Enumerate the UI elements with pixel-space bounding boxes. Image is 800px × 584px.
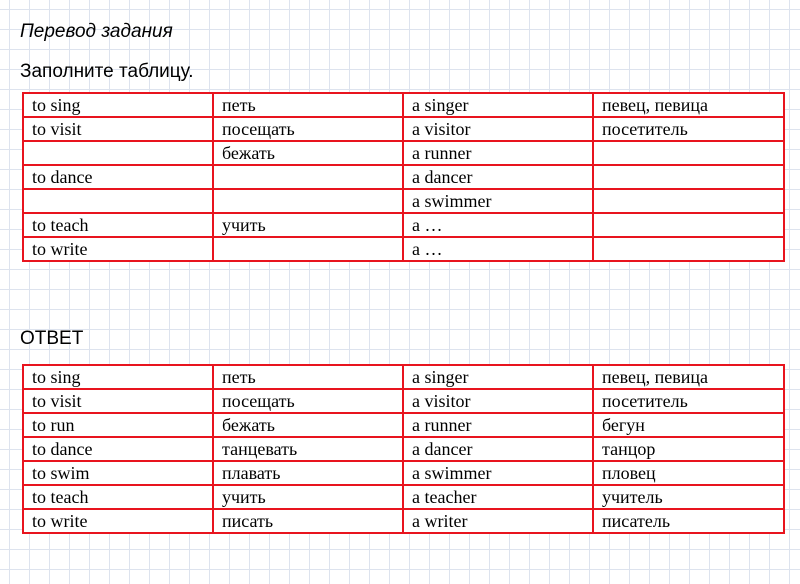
table-row [23,413,784,437]
table-cell: to dance [23,437,213,461]
table-cell: a swimmer [403,189,593,213]
table-row [23,389,784,413]
table-cell: to visit [23,117,213,141]
table-cell: to sing [23,365,213,389]
table-row [23,485,784,509]
table-cell: танцевать [213,437,403,461]
table-cell: to teach [23,485,213,509]
table-cell: a dancer [403,165,593,189]
table-cell: a dancer [403,437,593,461]
table-cell: плавать [213,461,403,485]
table-cell [213,165,403,189]
table-cell: to teach [23,213,213,237]
table-row [23,165,784,189]
table-cell: a … [403,237,593,261]
table-cell: певец, певица [593,93,784,117]
table-cell [593,189,784,213]
table-cell [593,237,784,261]
table-row [23,141,784,165]
table-cell: a visitor [403,389,593,413]
table-row [23,437,784,461]
table-cell: to run [23,413,213,437]
table-cell [23,141,213,165]
table-cell: бегун [593,413,784,437]
table-cell: to visit [23,389,213,413]
table-cell: to swim [23,461,213,485]
table-cell: a swimmer [403,461,593,485]
table-cell: учитель [593,485,784,509]
table-cell: петь [213,365,403,389]
table-row [23,237,784,261]
table-cell: бежать [213,141,403,165]
table-cell: пловец [593,461,784,485]
table-cell: a … [403,213,593,237]
table-row [23,509,784,533]
table-cell: to write [23,237,213,261]
table-cell: петь [213,93,403,117]
table-cell: a writer [403,509,593,533]
table-cell: to write [23,509,213,533]
table-cell: писатель [593,509,784,533]
table-cell [593,141,784,165]
table-cell [213,189,403,213]
table-cell: певец, певица [593,365,784,389]
answer-heading: ОТВЕТ [20,328,84,349]
table-row [23,213,784,237]
table-cell: посещать [213,117,403,141]
table-cell: to dance [23,165,213,189]
table-cell: писать [213,509,403,533]
table-cell: учить [213,213,403,237]
table-cell [593,165,784,189]
table-cell: посетитель [593,117,784,141]
table-cell: a singer [403,93,593,117]
table-cell: a runner [403,413,593,437]
table-row [23,461,784,485]
task-table [22,92,785,262]
table-cell: учить [213,485,403,509]
table-cell: to sing [23,93,213,117]
answer-table [22,364,785,534]
table-row [23,189,784,213]
table-cell [23,189,213,213]
table-row [23,365,784,389]
table-cell: a singer [403,365,593,389]
table-row [23,93,784,117]
task-heading: Перевод задания [20,21,173,42]
task-instruction: Заполните таблицу. [20,61,194,82]
table-cell: a teacher [403,485,593,509]
table-cell: бежать [213,413,403,437]
table-cell: посещать [213,389,403,413]
table-cell: a runner [403,141,593,165]
table-cell [213,237,403,261]
table-cell: посетитель [593,389,784,413]
table-cell: танцор [593,437,784,461]
table-cell: a visitor [403,117,593,141]
table-row [23,117,784,141]
table-cell [593,213,784,237]
